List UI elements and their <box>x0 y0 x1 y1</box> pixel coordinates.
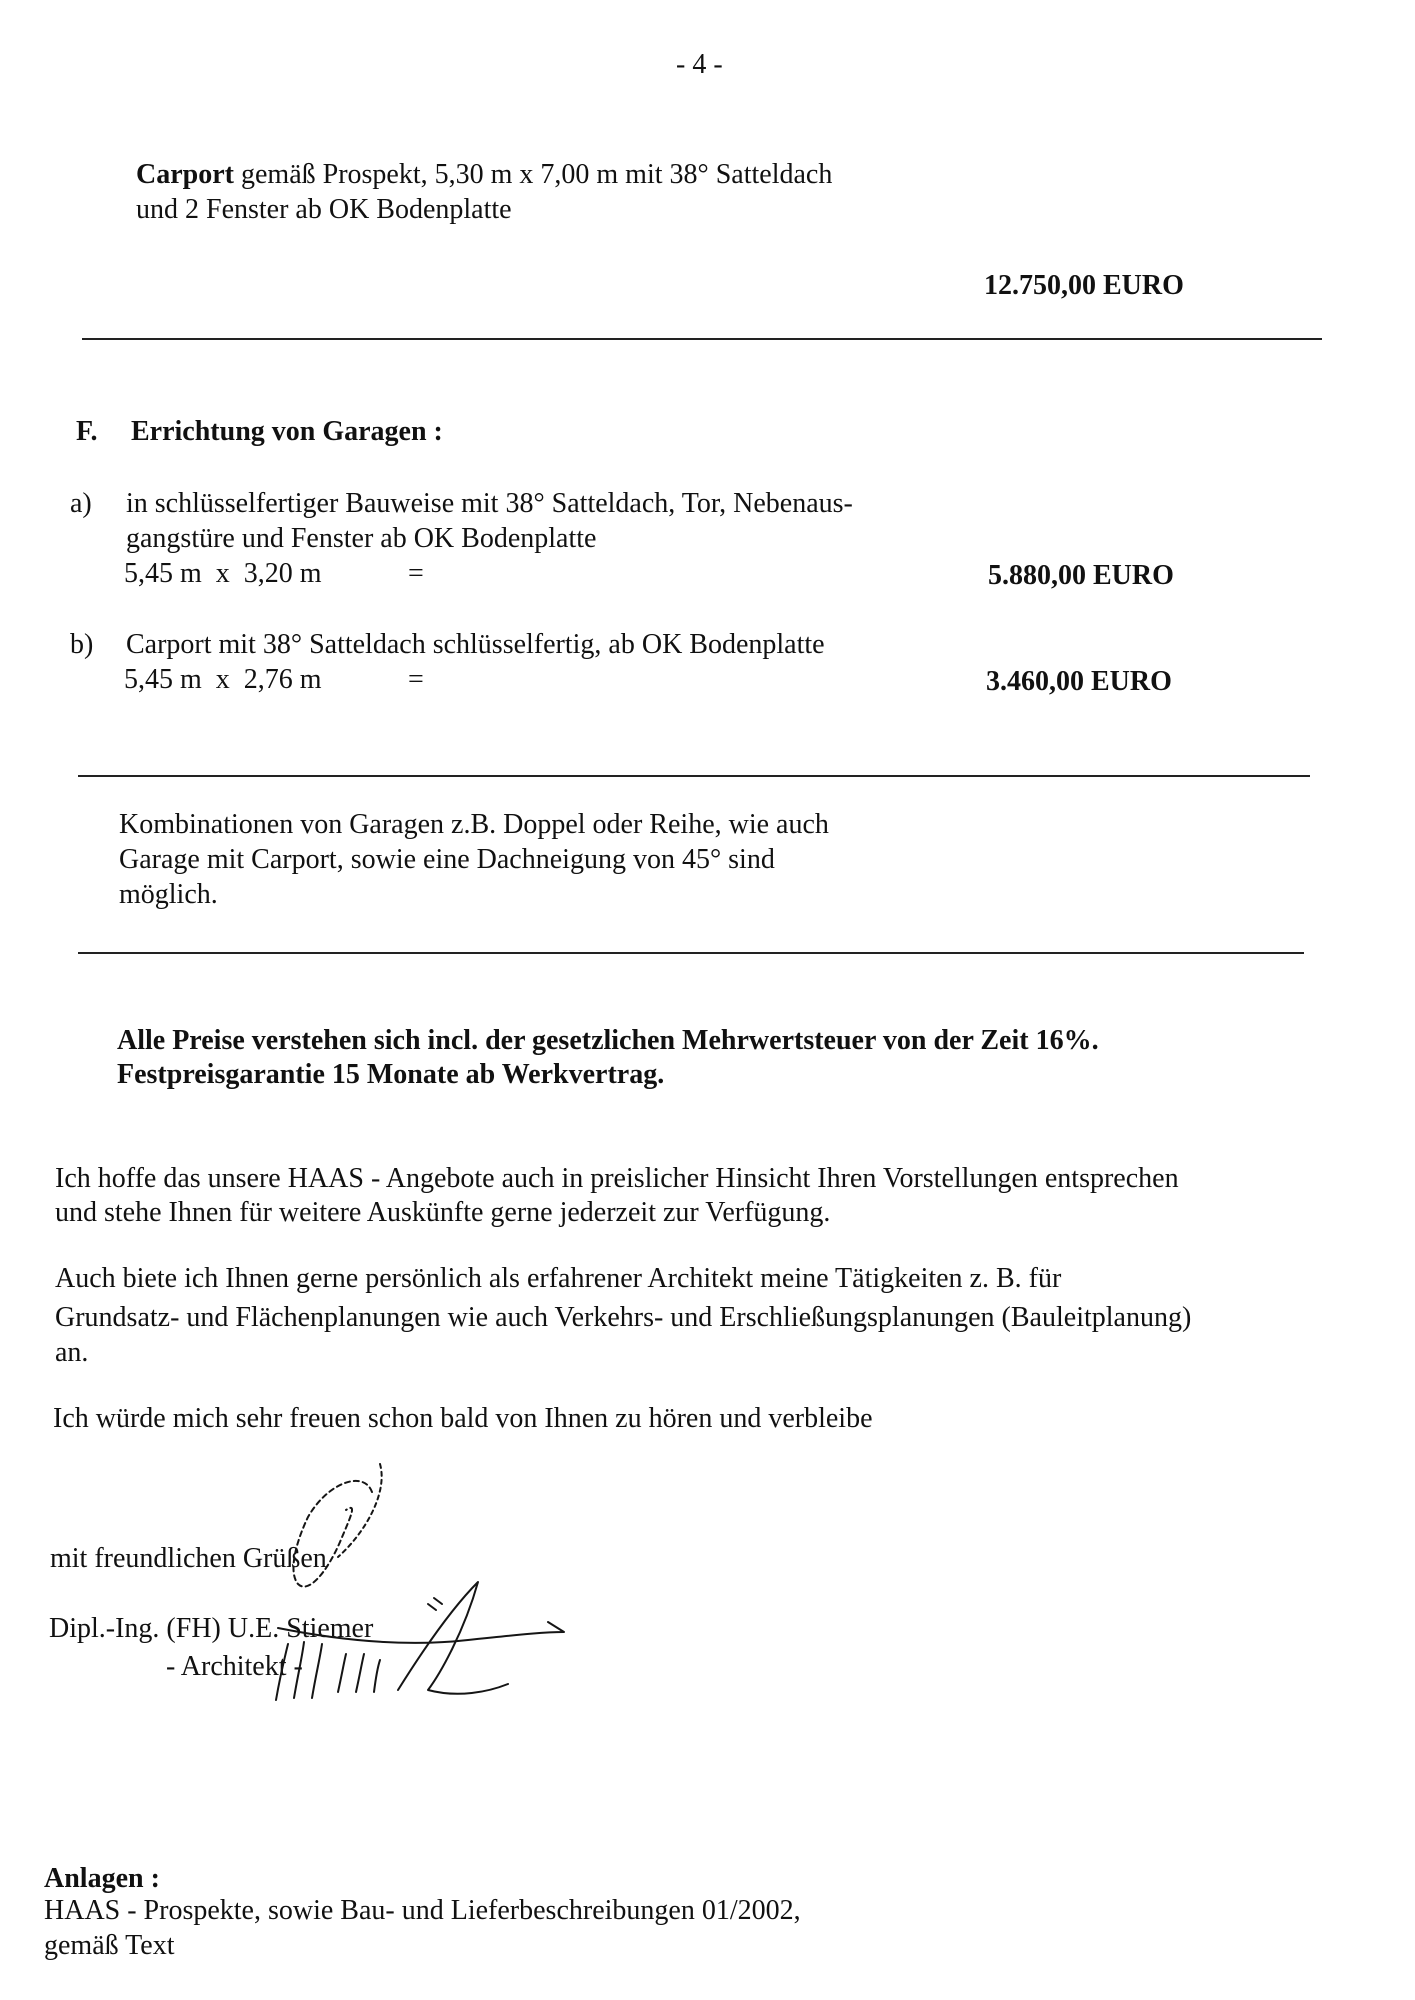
greeting: mit freundlichen Grüßen <box>50 1543 327 1574</box>
carport-line-1 <box>136 158 832 192</box>
paragraph-2-line-2: Grundsatz- und Flächenplanungen wie auch Verkehrs- und Erschließungsplanungen (Bauleitplanung) <box>55 1302 1192 1333</box>
divider-2 <box>78 775 1310 777</box>
combinations-line-1: Kombinationen von Garagen z.B. Doppel oder Reihe, wie auch <box>119 809 829 840</box>
item-b-label: b) <box>70 629 94 660</box>
divider-3 <box>78 952 1304 954</box>
paragraph-1-line-2: und stehe Ihnen für weitere Auskünfte gerne jederzeit zur Verfügung. <box>55 1197 831 1228</box>
paragraph-1-line-1: Ich hoffe das unsere HAAS - Angebote auch in preislicher Hinsicht Ihren Vorstellungen entsprechen <box>55 1163 1179 1194</box>
item-b-dimensions: 5,45 m x 2,76 m <box>124 664 322 695</box>
item-a-label: a) <box>70 488 92 519</box>
attachments-line-1: HAAS - Prospekte, sowie Bau- und Lieferbeschreibungen 01/2002, <box>44 1895 801 1926</box>
section-f-letter: F. <box>76 416 98 447</box>
item-a-line-1: in schlüsselfertiger Bauweise mit 38° Satteldach, Tor, Nebenaus- <box>126 488 853 519</box>
item-a-price: 5.880,00 EURO <box>988 560 1174 591</box>
prices-note-line-2: Festpreisgarantie 15 Monate ab Werkvertrag. <box>117 1059 665 1090</box>
item-a-equals: = <box>408 558 424 589</box>
combinations-line-2: Garage mit Carport, sowie eine Dachneigung von 45° sind <box>119 844 775 875</box>
item-a-line-2: gangstüre und Fenster ab OK Bodenplatte <box>126 523 597 554</box>
paragraph-2-line-1: Auch biete ich Ihnen gerne persönlich als erfahrener Architekt meine Tätigkeiten z. B. für <box>55 1263 1062 1294</box>
section-f-heading: Errichtung von Garagen : <box>131 416 443 447</box>
carport-description: gemäß Prospekt, 5,30 m x 7,00 m mit 38° Satteldach <box>233 159 833 190</box>
attachments-heading: Anlagen : <box>44 1863 160 1894</box>
handwritten-signature <box>268 1462 588 1722</box>
item-b-equals: = <box>408 664 424 695</box>
carport-price: 12.750,00 EURO <box>984 270 1184 301</box>
carport-title: Carport <box>136 159 234 190</box>
divider-1 <box>82 338 1322 340</box>
signer-name: Dipl.-Ing. (FH) U.E. Stiemer <box>49 1613 374 1644</box>
paragraph-2-line-3: an. <box>55 1337 89 1368</box>
attachments-line-2: gemäß Text <box>44 1930 175 1961</box>
item-b-line-1: Carport mit 38° Satteldach schlüsselfertig, ab OK Bodenplatte <box>126 629 825 660</box>
prices-note-line-1: Alle Preise verstehen sich incl. der gesetzlichen Mehrwertsteuer von der Zeit 16%. <box>117 1025 1099 1056</box>
signer-title: - Architekt - <box>166 1651 303 1682</box>
item-b-price: 3.460,00 EURO <box>986 666 1172 697</box>
carport-line-2: und 2 Fenster ab OK Bodenplatte <box>136 194 512 225</box>
combinations-line-3: möglich. <box>119 879 218 910</box>
item-a-dimensions: 5,45 m x 3,20 m <box>124 558 322 589</box>
closing-line: Ich würde mich sehr freuen schon bald von Ihnen zu hören und verbleibe <box>53 1403 873 1434</box>
page-number: - 4 - <box>676 49 723 80</box>
